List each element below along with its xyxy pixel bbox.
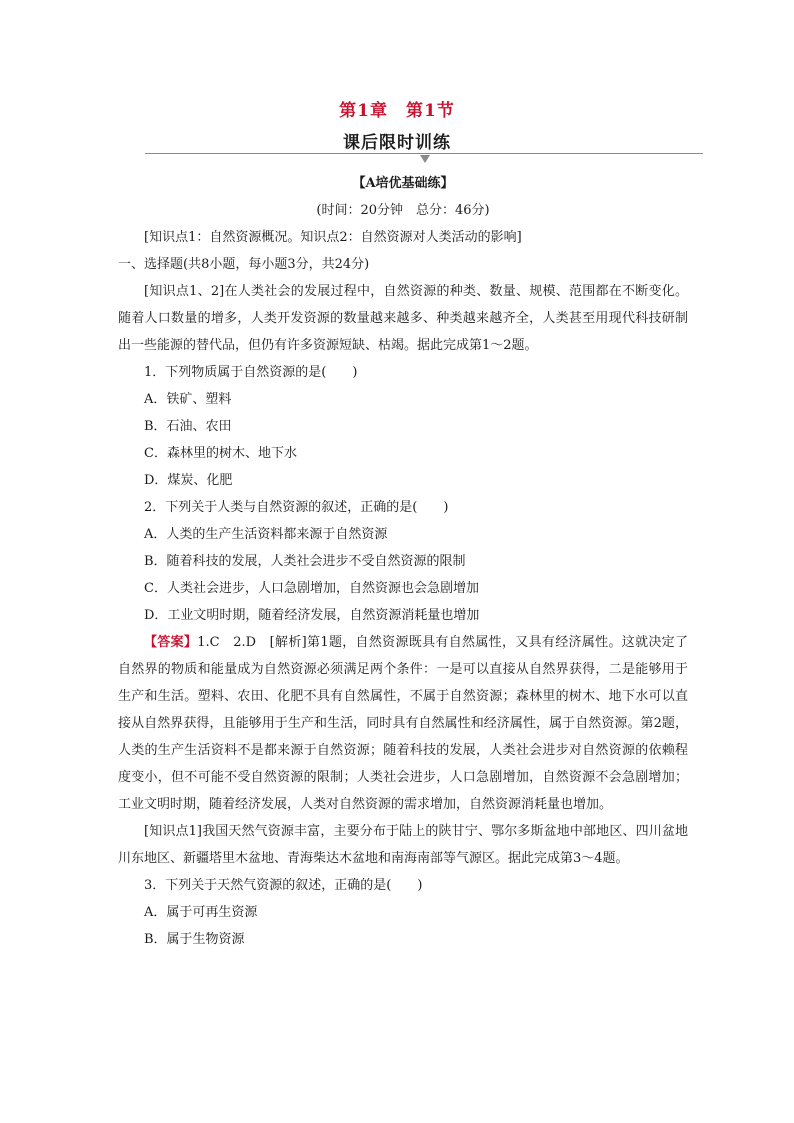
part-heading: 一、选择题(共8小题，每小题3分，共24分) (118, 257, 370, 272)
question-3-stem: 3．下列关于天然气资源的叙述，正确的是( ) (144, 878, 423, 893)
question-2-option-c: C．人类社会进步，人口急剧增加，自然资源也会急剧增加 (144, 581, 479, 596)
question-3-option-b: B．属于生物资源 (144, 932, 245, 947)
question-1-option-c: C．森林里的树木、地下水 (144, 446, 297, 461)
question-3-option-a: A．属于可再生资源 (144, 905, 258, 920)
knowledge-points: [知识点1：自然资源概况。知识点2：自然资源对人类活动的影响] (144, 230, 522, 245)
chapter-label: 第1章 (339, 101, 388, 121)
passage-1: [知识点1、2]在人类社会的发展过程中，自然资源的种类、数量、规模、范围都在不断变化。随着人口数量的增多，人类开发资源的数量越来越多、种类越来越齐全，人类甚至用现代科技研制出一些能源的替代品，但仍有许多资源短缺、枯竭。据此完成第1～2题。 (118, 284, 688, 353)
answer-tag: 【答案】 (144, 635, 198, 650)
header-divider (145, 153, 703, 154)
document-body (118, 170, 688, 953)
question-1-option-b: B．石油、农田 (144, 419, 232, 434)
answer-block (118, 629, 688, 818)
question-2-option-b: B．随着科技的发展，人类社会进步不受自然资源的限制 (144, 554, 466, 569)
question-1-option-d: D．煤炭、化肥 (144, 473, 233, 488)
question-2-option-a: A．人类的生产生活资料都来源于自然资源 (144, 527, 388, 542)
block-title: 【A培优基础练】 (352, 176, 454, 191)
question-2-stem: 2．下列关于人类与自然资源的叙述，正确的是( ) (144, 500, 449, 515)
question-1-stem: 1．下列物质属于自然资源的是( ) (144, 365, 358, 380)
answer-text: 1.C 2.D [解析]第1题，自然资源既具有自然属性，又具有经济属性。这就决定了自然界的物质和能量成为自然资源必须满足两个条件：一是可以直接从自然界获得，二是能够用于生产和生活。塑料、农田、化肥不具有自然属性，不属于自然资源；森林里的树木、地下水可以直接从自然界获得，且能够用于生产和生活，同时具有自然属性和经济属性，属于自然资源。第2题，人类的生产生活资料不是都来源于自然资源；随着科技的发展，人类社会进步对自然资源的依赖程度变小，但不可能不受自然资源的限制；人类社会进步，人口急剧增加，自然资源不会急剧增加；工业文明时期，随着经济发展，人类对自然资源的需求增加，自然资源消耗量也增加。 (118, 635, 688, 812)
question-1-option-a: A．铁矿、塑料 (144, 392, 232, 407)
divider-arrow-icon (420, 155, 430, 163)
chapter-heading (0, 96, 794, 121)
passage-2: [知识点1]我国天然气资源丰富，主要分布于陆上的陕甘宁、鄂尔多斯盆地中部地区、四川盆地川东地区、新疆塔里木盆地、青海柴达木盆地和南海南部等气源区。据此完成第3～4题。 (118, 824, 688, 866)
page-subtitle: 课后限时训练 (343, 133, 451, 153)
time-score-line: (时间：20分钟 总分：46分) (316, 203, 490, 218)
question-2-option-d: D．工业文明时期，随着经济发展，自然资源消耗量也增加 (144, 608, 480, 623)
section-label: 第1节 (406, 101, 455, 121)
